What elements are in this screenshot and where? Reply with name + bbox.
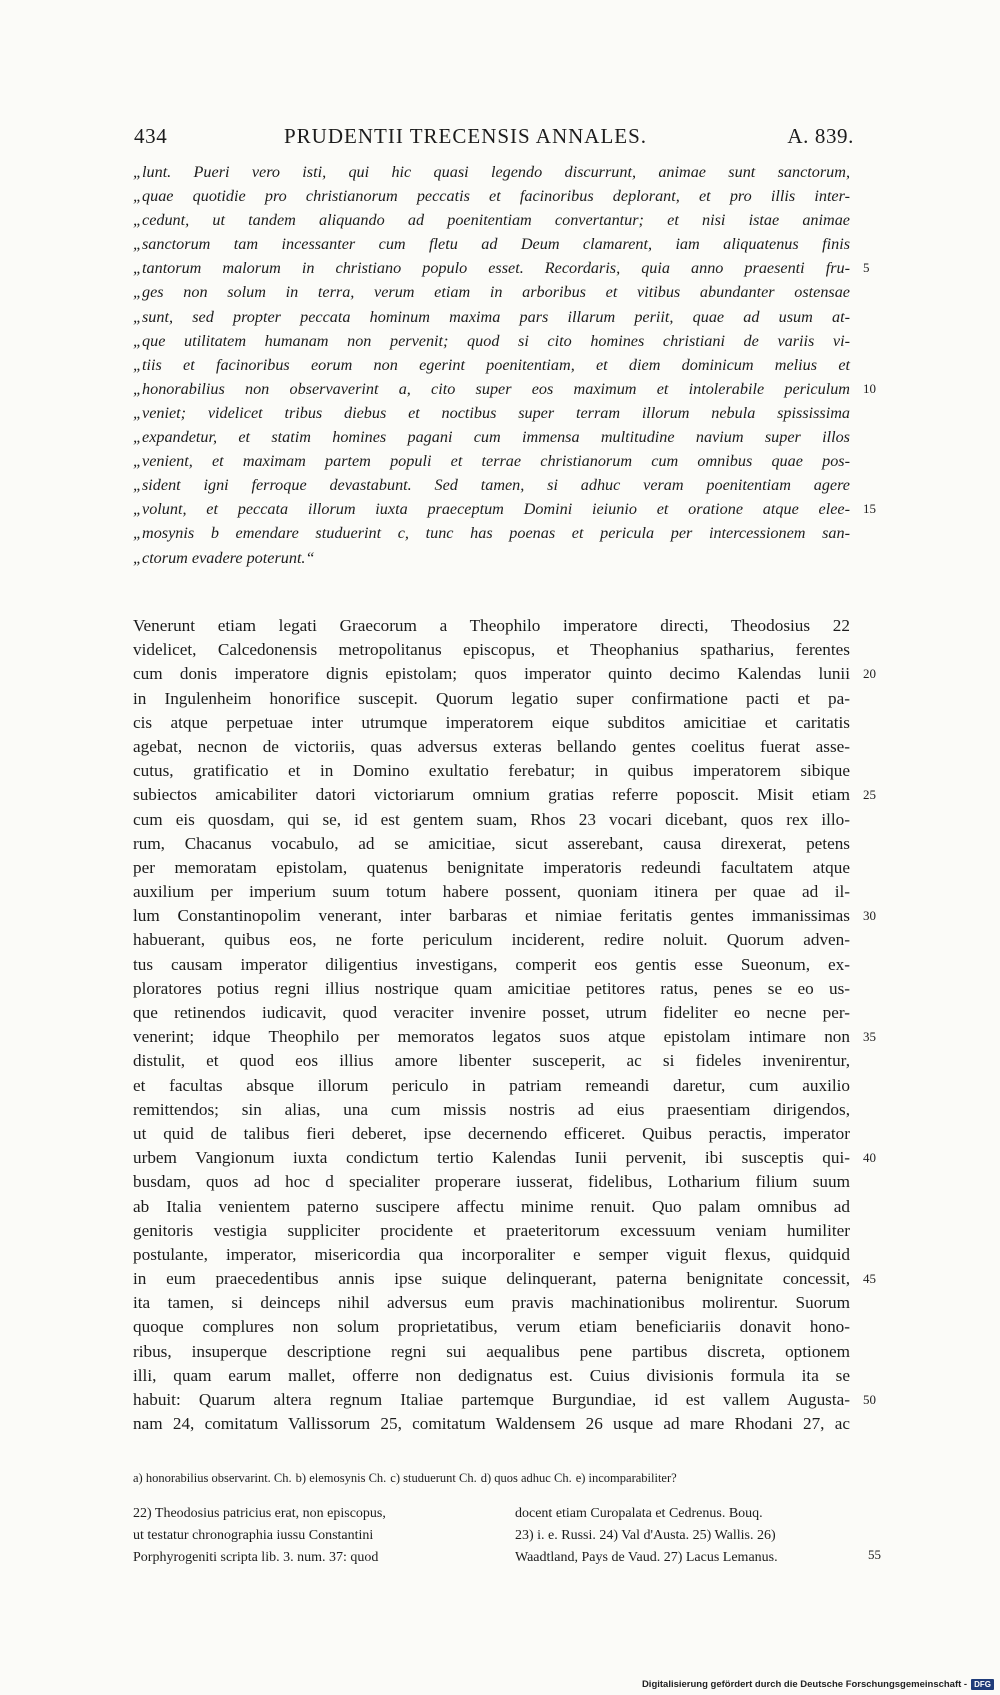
- line-text: cutus, gratificatio et in Domino exultatio ferebatur; in quibus imperatorem sibique: [133, 761, 850, 781]
- running-header: [134, 124, 854, 154]
- line-text: „expandetur, et statim homines pagani cum immensa multitudine navium super illos: [133, 428, 850, 447]
- line-text: nam 24, comitatum Vallissorum 25, comitatum Waldensem 26 usque ad mare Rhodani 27, ac: [133, 1414, 850, 1434]
- line-text: „tantorum malorum in christiano populo esset. Recordaris, quia anno praesenti fru-: [133, 259, 850, 278]
- line-text: postulante, imperator, misericordia qua incorporaliter e semper viguit flexus, quidquid: [133, 1244, 850, 1264]
- line-text: „sanctorum tam incessanter cum fletu ad Deum clamarent, iam aliquatenus finis: [133, 235, 850, 254]
- line-text: „tiis et facinoribus eorum non egerint poenitentiam, et diem dominicum melius et: [133, 355, 850, 374]
- variant-note: b) elemosynis Ch.: [295, 1471, 387, 1485]
- footnote-line: Porphyrogeniti scripta lib. 3. num. 37: quod: [133, 1550, 379, 1565]
- line-text: „ctorum evadere poterunt.“: [133, 548, 315, 567]
- line-text: genitoris vestigia suppliciter procidente et praeteritorum excessuum veniam humiliter: [133, 1220, 850, 1240]
- text-line: [133, 735, 850, 759]
- quotation-line: [133, 497, 876, 521]
- footnote-line: docent etiam Curopalata et Cedrenus. Bouq.: [515, 1506, 763, 1521]
- text-line: [133, 638, 850, 662]
- line-number: 30: [863, 908, 876, 924]
- variant-notes: [133, 1471, 853, 1486]
- text-line: [133, 711, 850, 735]
- footnote-line: 22) Theodosius patricius erat, non episcopus,: [133, 1506, 386, 1521]
- line-text: tus causam imperator diligentius investigans, comperit eos gentis esse Sueonum, ex-: [133, 954, 850, 974]
- footnotes-right-column: [515, 1503, 855, 1569]
- line-number: 50: [863, 1392, 876, 1407]
- quotation-line: [133, 280, 850, 304]
- line-text: et facultas absque illorum periculo in patriam remeandi daretur, cum auxilio: [133, 1075, 850, 1095]
- line-number: 35: [863, 1029, 876, 1045]
- line-number: 45: [863, 1271, 876, 1287]
- line-text: „honorabilius non observaverint a, cito super eos maximum et intolerabile periculum: [133, 379, 850, 398]
- line-text: „mosynis b emendare studuerint c, tunc has poenas et pericula per intercessionem san-: [133, 524, 850, 543]
- text-line: [133, 832, 850, 856]
- line-text: ribus, insuperque descriptione regni sui aequalibus pene partibus discreta, optionem: [133, 1341, 850, 1361]
- text-line: [133, 687, 850, 711]
- italic-quotation: [133, 160, 876, 570]
- line-text: ut quid de talibus fieri deberet, ipse decernendo efficeret. Quibus peractis, imperator: [133, 1123, 850, 1143]
- line-text: auxilium per imperium suum totum habere possent, quoniam itinera per quae ad il-: [133, 882, 850, 902]
- line-text: illi, quam earum mallet, offerre non dedignatus est. Cuius divisionis formula ita se: [133, 1365, 850, 1385]
- line-text: cum donis imperatore dignis epistolam; quos imperator quinto decimo Kalendas lunii: [133, 664, 850, 684]
- line-text: cis atque perpetuae inter utrumque imperatorem eique subditos amicitiae et caritatis: [133, 712, 850, 732]
- text-line: [133, 1340, 850, 1364]
- variant-note: e) incomparabiliter?: [575, 1471, 677, 1485]
- line-text: distulit, et quod eos illius amore libenter susceperit, ac si fideles invenirentur,: [133, 1051, 850, 1071]
- text-line: [133, 808, 850, 832]
- quotation-line: [133, 546, 850, 570]
- quotation-line: [133, 377, 876, 401]
- footnote-line: ut testatur chronographia iussu Constantini: [133, 1528, 374, 1543]
- quotation-line: [133, 208, 850, 232]
- text-line: [133, 1364, 850, 1388]
- text-line: [133, 1219, 850, 1243]
- text-line: [133, 1146, 876, 1170]
- line-number: 40: [863, 1150, 876, 1166]
- line-text: lum Constantinopolim venerant, inter barbaras et nimiae feritatis gentes immanissimas: [133, 906, 850, 926]
- text-line: [133, 759, 850, 783]
- footer-text: Digitalisierung gefördert durch die Deutsche Forschungsgemeinschaft -: [641, 1678, 968, 1690]
- line-text: ita tamen, si deinceps nihil adversus eum pravis machinationibus molirentur. Suorum: [133, 1293, 850, 1313]
- text-line: [133, 1315, 850, 1339]
- quotation-line: [133, 184, 850, 208]
- line-text: rum, Chacanus vocabulo, ad se amicitiae, sicut asserebant, causa direxerat, petens: [133, 833, 850, 853]
- quotation-line: [133, 256, 870, 280]
- line-text: „quae quotidie pro christianorum peccatis et facinoribus deplorant, et pro illis inter-: [133, 187, 850, 206]
- line-text: „lunt. Pueri vero isti, qui hic quasi legendo discurrunt, animae sunt sanctorum,: [133, 163, 850, 181]
- line-text: videlicet, Calcedonensis metropolitanus episcopus, et Theophanius spatharius, ferentes: [133, 640, 850, 660]
- text-line: [133, 1170, 850, 1194]
- line-text: Venerunt etiam legati Graecorum a Theophilo imperatore directi, Theodosius 22: [133, 616, 850, 635]
- text-line: [133, 1388, 876, 1412]
- main-text: [133, 614, 876, 1436]
- line-text: „volunt, et peccata illorum iuxta praeceptum Domini ieiunio et oratione atque elee-: [133, 500, 850, 519]
- line-text: „sident igni ferroque devastabunt. Sed tamen, si adhuc veram poenitentiam agere: [133, 476, 850, 495]
- line-text: „que utilitatem humanam non pervenit; quod si cito homines christiani de variis vi-: [133, 331, 850, 350]
- line-text: „veniet; videlicet tribus diebus et noctibus super terram illorum nebula spississima: [133, 403, 850, 422]
- quotation-line: [133, 401, 850, 425]
- line-text: habuit: Quarum altera regnum Italiae partemque Burgundiae, id est vallem Augusta-: [133, 1390, 850, 1409]
- text-line: [133, 977, 850, 1001]
- text-line: [133, 953, 850, 977]
- quotation-line: [133, 329, 850, 353]
- quotation-line: [133, 160, 850, 184]
- dfg-logo: DFG: [971, 1679, 994, 1690]
- text-line: [133, 1195, 850, 1219]
- line-text: venerint; idque Theophilo per memoratos legatos suos atque epistolam intimare non: [133, 1027, 850, 1047]
- footnotes-left-column: [133, 1503, 495, 1569]
- text-line: [133, 1025, 876, 1049]
- line-text: remittendos; sin alias, una cum missis nostris ad eius praesentiam dirigendos,: [133, 1099, 850, 1119]
- line-text: urbem Vangionum iuxta condictum tertio Kalendas Iunii pervenit, ibi susceptis qui-: [133, 1148, 850, 1168]
- line-text: „cedunt, ut tandem aliquando ad poenitentiam convertantur; et nisi istae animae: [133, 211, 850, 230]
- text-line: [133, 1049, 850, 1073]
- footnote-line: Waadtland, Pays de Vaud. 27) Lacus Lemanus.: [515, 1550, 778, 1565]
- line-text: in Ingulenheim honorifice suscepit. Quorum legatio super confirmatione pacti et pa-: [133, 688, 850, 708]
- line-text: ab Italia venientem paterno suscipere affectu minime renuit. Quo palam omnibus ad: [133, 1196, 850, 1216]
- line-number: 25: [863, 787, 876, 803]
- line-text: ploratores potius regni illius nostrique quam amicitiae petitores ratus, penes se eo us-: [133, 978, 850, 998]
- line-text: quoque complures non solum proprietatibus, verum etiam beneficiariis donavit hono-: [133, 1317, 850, 1337]
- quotation-line: [133, 425, 850, 449]
- text-line: [133, 783, 876, 807]
- variant-note: c) studuerunt Ch.: [390, 1471, 477, 1485]
- text-line: [133, 1291, 850, 1315]
- text-line: [133, 1074, 850, 1098]
- text-line: [133, 1243, 850, 1267]
- page-number: 434: [134, 124, 168, 148]
- text-line: [133, 928, 850, 952]
- footnote-line-number: 55: [868, 1547, 881, 1562]
- quotation-line: [133, 232, 850, 256]
- year-label: A. 839.: [787, 124, 854, 148]
- line-text: subiectos amicabiliter datori victoriarum omnium gratias referre poposcit. Misit etiam: [133, 785, 850, 805]
- quotation-line: [133, 473, 850, 497]
- quotation-line: [133, 305, 850, 329]
- line-number: 15: [863, 501, 876, 517]
- digitization-footer: [642, 1677, 994, 1691]
- line-text: „ges non solum in terra, verum etiam in arboribus et vitibus abundanter ostensae: [133, 283, 850, 302]
- line-text: per memoratam epistolam, quatenus benignitate imperatoris redeundi facultatem atque: [133, 857, 850, 877]
- quotation-line: [133, 449, 850, 473]
- text-line: [133, 904, 876, 928]
- quotation-line: [133, 353, 850, 377]
- quotation-line: [133, 521, 850, 545]
- text-line: [133, 880, 850, 904]
- text-line: [133, 662, 876, 686]
- line-text: in eum praecedentibus annis ipse suique delinquerant, paterna benignitate concessit,: [133, 1269, 850, 1289]
- line-text: busdam, quos ad hoc d specialiter properare iusserat, fidelibus, Lotharium filium suum: [133, 1172, 850, 1192]
- text-line: [133, 1122, 850, 1146]
- variant-note: a) honorabilius observarint. Ch.: [133, 1471, 292, 1485]
- footnote-line: 23) i. e. Russi. 24) Val d'Austa. 25) Wallis. 26): [515, 1528, 776, 1543]
- line-number: 5: [863, 260, 870, 276]
- text-line: [133, 1001, 850, 1025]
- line-number: 10: [863, 380, 876, 396]
- text-line: [133, 1267, 876, 1291]
- line-text: cum eis quosdam, qui se, id est gentem suam, Rhos 23 vocari dicebant, quos rex illo-: [133, 809, 850, 829]
- page-title: PRUDENTII TRECENSIS ANNALES.: [284, 124, 648, 148]
- text-line: [133, 856, 850, 880]
- line-text: „venient, et maximam partem populi et terrae christianorum cum omnibus quae pos-: [133, 452, 850, 471]
- variant-note: d) quos adhuc Ch.: [480, 1471, 572, 1485]
- line-text: „sunt, sed propter peccata hominum maxima pars illarum periit, quae ad usum at-: [133, 307, 850, 326]
- line-number: 20: [863, 666, 876, 682]
- text-line: [133, 1098, 850, 1122]
- line-text: agebat, necnon de victoriis, quas adversus exteras bellando gentes coelitus fuerat asse-: [133, 736, 850, 756]
- line-text: que retinendos iudicavit, quod veraciter invenire posset, utrum fideliter eo necne per-: [133, 1003, 850, 1022]
- text-line: [133, 1412, 850, 1436]
- line-text: habuerant, quibus eos, ne forte periculum inciderent, redire noluit. Quorum adven-: [133, 930, 850, 950]
- text-line: [133, 614, 850, 638]
